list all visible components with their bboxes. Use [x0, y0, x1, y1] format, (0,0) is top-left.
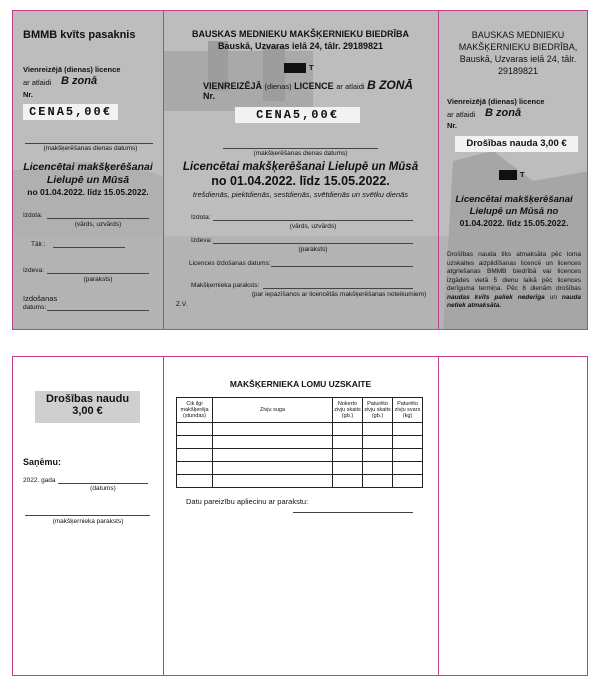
received-date-caption: (datums) [90, 485, 116, 492]
licence-izdosanas: Licences izdošanas datums: [189, 260, 271, 267]
counterfoil-holder-title: Licencētai makšķerēšanai [455, 194, 573, 205]
counterfoil-org: BAUSKAS MEDNIEKU MAKŠĶERNIEKU BIEDRĪBA, [458, 30, 578, 52]
licence-zone-prefix: ar atlaidi [336, 82, 365, 91]
stub-period: no 01.04.2022. līdz 15.05.2022. [27, 187, 149, 197]
licence-front-sheet [12, 10, 588, 330]
licence-paraksts: (paraksts) [298, 246, 328, 253]
table-cell[interactable] [393, 462, 423, 475]
table-cell[interactable] [333, 449, 363, 462]
stub-izdota: Izdota: [23, 212, 43, 219]
table-cell[interactable] [213, 462, 333, 475]
stub-zone: B zonā [61, 75, 98, 87]
table-cell[interactable] [177, 436, 213, 449]
table-cell[interactable] [333, 423, 363, 436]
catch-table [176, 397, 423, 488]
counterfoil-period: 01.04.2022. līdz 15.05.2022. [459, 218, 569, 228]
angler-signature-line [25, 515, 150, 516]
licence-makskernieka: Makšķernieka paraksts: [191, 282, 260, 289]
counterfoil-notice-a: Drošības nauda tiks atmaksāta pēc loma uzskaites aizpildīšanas licencē un licences atgriešanas BMMB biedrībā vai licences izgādes vietā 5 dienu laikā pēc licences derīguma termiņa. Pēc 8 dienām drošības [447, 251, 581, 292]
stub-licence-line: Vienreizējā (dienas) licence [23, 65, 121, 74]
stub-izdeva: Izdeva: [23, 267, 44, 274]
table-cell[interactable] [213, 436, 333, 449]
stub-vards: (vārds, uzvārds) [74, 221, 122, 228]
licence-izdota: Izdota: [191, 214, 211, 221]
stub-izdosanas: Izdošanas [23, 294, 58, 303]
angler-signature-caption: (makšķernieka paraksts) [52, 518, 124, 525]
counterfoil-redaction [499, 170, 517, 180]
catch-header-caught: Nokerto zivju skaits (gb.) [333, 398, 363, 423]
stub-river: Lielupē un Mūsā [46, 174, 130, 186]
back-fold-line-2 [438, 357, 439, 675]
counterfoil-river: Lielupē un Mūsā no [469, 206, 559, 217]
stub-datums: datums: [23, 304, 47, 311]
counterfoil-notice-d: nauda netiek atmaksāta. [447, 293, 581, 309]
licence-vards: (vārds, uzvārds) [289, 223, 337, 230]
stub-zone-prefix: ar atlaidi [23, 78, 52, 87]
stub-price: CENA5,00€ [23, 104, 118, 120]
licence-redaction [284, 63, 306, 73]
table-cell[interactable] [393, 436, 423, 449]
licence-holder-title: Licencētai makšķerēšanai Lielupē un Mūsā [182, 161, 419, 173]
stub-izdeva-line [47, 273, 149, 274]
deposit-box [35, 391, 140, 423]
licence-address: Bauskā, Uzvaras ielā 24, tālr. 29189821 [217, 41, 384, 51]
table-cell[interactable] [177, 475, 213, 488]
table-cell[interactable] [213, 449, 333, 462]
table-cell[interactable] [333, 475, 363, 488]
table-cell[interactable] [363, 423, 393, 436]
table-row [177, 462, 423, 475]
licence-title-line [203, 78, 413, 92]
catch-header-species: Zivju suga [213, 398, 333, 423]
table-cell[interactable] [177, 423, 213, 436]
licence-date-line [223, 148, 378, 149]
licence-izdota-line [213, 220, 413, 221]
received-date-line [58, 483, 148, 484]
licence-makskernieka-line [263, 288, 413, 289]
table-row [177, 436, 423, 449]
table-cell[interactable] [363, 436, 393, 449]
licence-zone: B ZONĀ [367, 78, 414, 92]
licence-org: BAUSKAS MEDNIEKU MAKŠĶERNIEKU BIEDRĪBA [191, 29, 409, 39]
counterfoil-nr: Nr. [447, 121, 458, 130]
stub-talr-line [53, 247, 125, 248]
counterfoil-redaction-suffix: T [520, 170, 525, 179]
received-label: Saņēmu: [23, 457, 62, 467]
table-row [177, 449, 423, 462]
table-cell[interactable] [213, 475, 333, 488]
table-cell[interactable] [213, 423, 333, 436]
received-year: 2022. gada [23, 477, 56, 484]
counterfoil-deposit: Drošības nauda 3,00 € [455, 136, 578, 152]
table-row [177, 423, 423, 436]
licence-iepazinos: (par iepazīšanos ar licencētās makšķerēšanas noteikumiem) [251, 291, 427, 298]
table-cell[interactable] [393, 449, 423, 462]
table-cell[interactable] [177, 449, 213, 462]
counterfoil-notice-b: naudas kvīts paliek nederīga [447, 293, 545, 301]
stub-date-line [25, 143, 153, 144]
catch-header-kept-count: Paturēto zivju skaits (gb.) [363, 398, 393, 423]
catch-header-row [177, 398, 423, 423]
table-cell[interactable] [363, 449, 393, 462]
licence-izdosanas-line [271, 266, 413, 267]
licence-back-sheet [12, 356, 588, 676]
table-cell[interactable] [333, 436, 363, 449]
stub-holder-title: Licencētai makšķerēšanai [23, 161, 153, 173]
licence-zv: Z.V. [176, 301, 188, 308]
table-cell[interactable] [393, 475, 423, 488]
back-fold-line-1 [163, 357, 164, 675]
stub-izdota-line [47, 218, 149, 219]
licence-word: LICENCE [294, 81, 334, 91]
licence-period: no 01.04.2022. līdz 15.05.2022. [211, 174, 390, 188]
licence-redaction-suffix: T [309, 63, 314, 72]
table-cell[interactable] [363, 462, 393, 475]
stub-paraksts: (paraksts) [83, 276, 113, 283]
catch-header-hours: Cik ilgi makšķerēja (stundas) [177, 398, 213, 423]
table-cell[interactable] [363, 475, 393, 488]
licence-days: trešdienās, piektdienās, sestdienās, svētdienās un svētku dienās [192, 190, 409, 199]
stub-datums-line [47, 310, 149, 311]
counterfoil-zone-prefix: ar atlaidi [447, 110, 476, 119]
confirm-label: Datu pareizību apliecinu ar parakstu: [186, 497, 309, 506]
stub-talr: Tālr.: [31, 241, 46, 248]
counterfoil-licence-line: Vienreizējā (dienas) licence [447, 97, 545, 106]
licence-price: CENA5,00€ [235, 107, 360, 123]
catch-header-kept-weight: Paturēto zivju svars (kg) [393, 398, 423, 423]
stub-date-caption: (makšķerēšanas dienas datums) [43, 145, 138, 152]
counterfoil-notice-c: un [549, 293, 557, 301]
table-row [177, 475, 423, 488]
licence-nr: Nr. [203, 91, 216, 101]
counterfoil-zone: B zonā [485, 107, 522, 119]
counterfoil-address: Bauskā, Uzvaras ielā 24, tālr. 29189821 [459, 54, 577, 76]
licence-bold: VIENREIZĒJĀ [203, 81, 263, 91]
licence-izdeva-line [213, 243, 413, 244]
licence-date-caption: (makšķerēšanas dienas datums) [253, 150, 348, 157]
licence-mid: (dienas) [264, 82, 292, 91]
stub-title: BMMB kvīts pasaknis [23, 29, 136, 41]
catch-title: MAKŠĶERNIEKA LOMU UZSKAITE [229, 379, 372, 389]
table-cell[interactable] [393, 423, 423, 436]
licence-izdeva: Izdeva: [191, 237, 212, 244]
deposit-title: Drošības naudu [45, 393, 130, 405]
table-cell[interactable] [177, 462, 213, 475]
stub-nr: Nr. [23, 90, 34, 99]
confirm-signature-line [293, 512, 413, 513]
counterfoil-notice [447, 251, 581, 311]
deposit-amount: 3,00 € [72, 405, 103, 417]
table-cell[interactable] [333, 462, 363, 475]
fold-line-2 [438, 11, 439, 329]
